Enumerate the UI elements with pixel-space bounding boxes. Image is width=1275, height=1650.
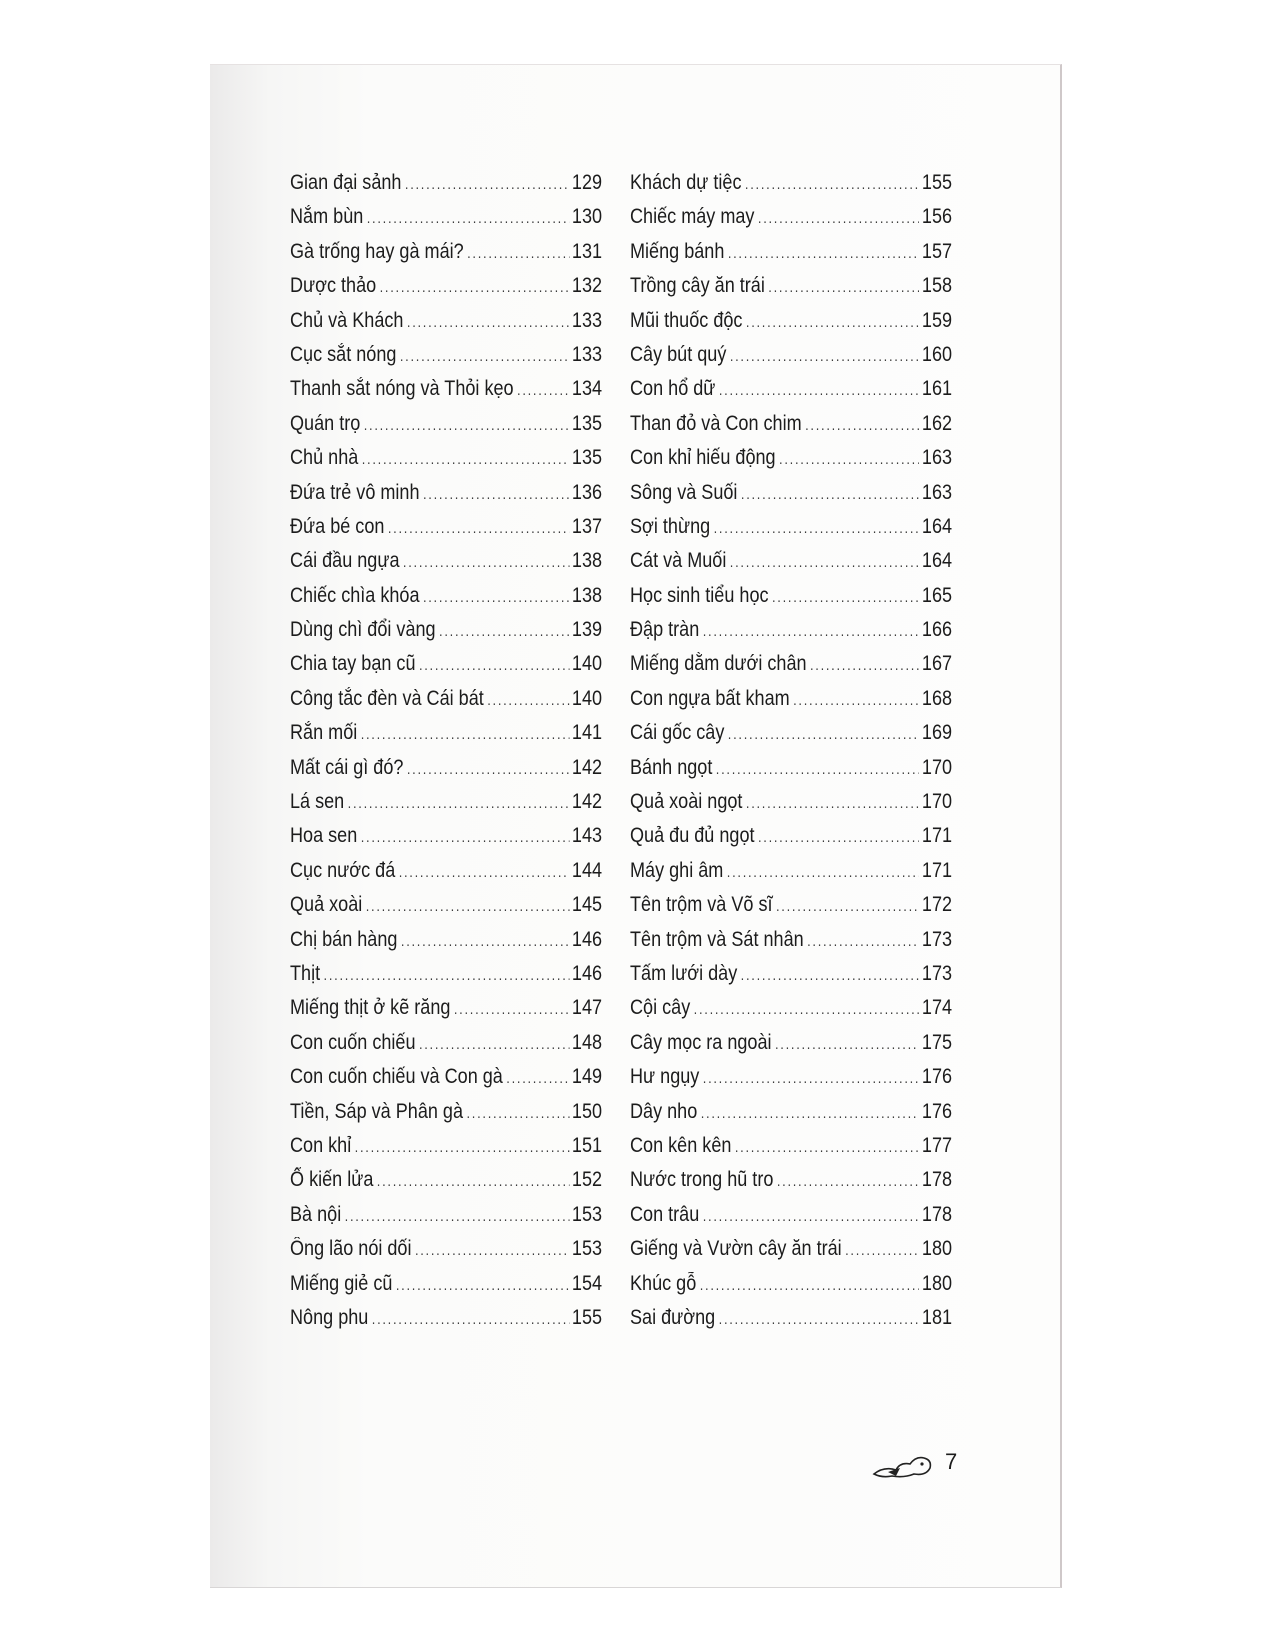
- toc-entry: [630, 1168, 952, 1202]
- toc-entry-title: Sông và Suối: [630, 480, 738, 504]
- toc-entry-page-number: 140: [571, 686, 603, 710]
- toc-entry: [630, 756, 952, 790]
- toc-entry-title: Ông lão nói dối: [290, 1237, 412, 1261]
- toc-entry-page-number: 148: [571, 1030, 603, 1054]
- toc-entry: [290, 721, 602, 755]
- toc-entry-page-number: 153: [571, 1237, 603, 1261]
- dot-leader: [727, 864, 920, 881]
- toc-entry-title: Cây bút quý: [630, 342, 727, 366]
- dot-leader: [768, 279, 919, 296]
- dot-leader: [758, 210, 919, 227]
- toc-column-right: [630, 171, 952, 1340]
- toc-entry-page-number: 180: [921, 1271, 953, 1295]
- dot-leader: [517, 382, 569, 399]
- toc-entry-page-number: 153: [571, 1202, 603, 1226]
- toc-entry: [630, 928, 952, 962]
- toc-entry: [290, 584, 602, 618]
- toc-entry-page-number: 172: [921, 893, 953, 917]
- toc-entry-page-number: 155: [921, 171, 953, 194]
- toc-entry-page-number: 156: [921, 205, 953, 229]
- toc-entry-page-number: 170: [921, 790, 953, 814]
- toc-entry-page-number: 146: [571, 927, 603, 951]
- toc-entry-title: Tiền, Sáp và Phân gà: [290, 1099, 464, 1123]
- toc-entry-title: Than đỏ và Con chim: [630, 411, 802, 435]
- dot-leader: [403, 554, 569, 571]
- toc-entry: [630, 1065, 952, 1099]
- toc-entry-page-number: 169: [921, 721, 953, 745]
- dot-leader: [401, 933, 569, 950]
- toc-entry: [630, 790, 952, 824]
- toc-entry-title: Chiếc chìa khóa: [290, 583, 420, 607]
- toc-entry-page-number: 130: [571, 205, 603, 229]
- toc-entry: [290, 1100, 602, 1134]
- toc-entry-page-number: 137: [571, 514, 603, 538]
- toc-entry-title: Con trâu: [630, 1202, 700, 1226]
- dot-leader: [348, 795, 570, 812]
- toc-entry: [630, 1100, 952, 1134]
- toc-entry: [630, 893, 952, 927]
- toc-entry-page-number: 134: [571, 377, 603, 401]
- dot-leader: [364, 417, 570, 434]
- toc-entry-title: Chiếc máy may: [630, 205, 755, 229]
- toc-entry-page-number: 176: [921, 1065, 953, 1089]
- toc-entry-title: Cội cây: [630, 996, 691, 1020]
- toc-entry: [630, 652, 952, 686]
- toc-entry-title: Nông phu: [290, 1305, 369, 1329]
- dot-leader: [719, 1311, 920, 1328]
- toc-entry: [630, 1237, 952, 1271]
- toc-entry: [630, 962, 952, 996]
- dot-leader: [380, 279, 570, 296]
- toc-entry-page-number: 154: [571, 1271, 603, 1295]
- toc-entry-page-number: 175: [921, 1030, 953, 1054]
- toc-entry-title: Cục sắt nóng: [290, 342, 397, 366]
- toc-entry: [290, 309, 602, 343]
- toc-entry-title: Dây nho: [630, 1099, 698, 1123]
- toc-entry-title: Con cuốn chiếu: [290, 1030, 416, 1054]
- toc-entry-page-number: 178: [921, 1202, 953, 1226]
- dot-leader: [423, 486, 569, 503]
- toc-entry: [290, 515, 602, 549]
- page-number: 7: [945, 1449, 958, 1474]
- toc-entry-page-number: 174: [921, 996, 953, 1020]
- toc-entry-page-number: 163: [921, 446, 953, 470]
- toc-entry: [290, 962, 602, 996]
- toc-entry-page-number: 171: [921, 858, 953, 882]
- dot-leader: [779, 451, 919, 468]
- toc-entry-title: Ổ kiến lửa: [290, 1168, 374, 1192]
- toc-entry-page-number: 152: [571, 1168, 603, 1192]
- toc-entry-title: Bà nội: [290, 1202, 342, 1226]
- toc-entry-title: Tên trộm và Sát nhân: [630, 927, 804, 951]
- toc-entry-title: Chủ và Khách: [290, 308, 404, 332]
- toc-entry-title: Cây mọc ra ngoài: [630, 1030, 772, 1054]
- toc-entry-page-number: 131: [571, 239, 603, 263]
- toc-entry-page-number: 142: [571, 755, 603, 779]
- toc-entry: [290, 859, 602, 893]
- dot-leader: [355, 1139, 570, 1156]
- toc-entry: [630, 274, 952, 308]
- toc-entry-page-number: 177: [921, 1133, 953, 1157]
- toc-entry-title: Mũi thuốc độc: [630, 308, 743, 332]
- toc-entry-title: Cái đầu ngựa: [290, 549, 400, 573]
- toc-entry-page-number: 173: [921, 927, 953, 951]
- toc-entry-page-number: 166: [921, 618, 953, 642]
- toc-entry: [290, 652, 602, 686]
- toc-entry-title: Sai đường: [630, 1305, 716, 1329]
- toc-column-left: [290, 171, 602, 1340]
- toc-entry-title: Quả đu đủ ngọt: [630, 824, 755, 848]
- toc-entry: [290, 549, 602, 583]
- toc-entry: [290, 1168, 602, 1202]
- dot-leader: [845, 1242, 919, 1259]
- toc-entry-title: Chủ nhà: [290, 446, 359, 470]
- toc-entry-page-number: 132: [571, 274, 603, 298]
- dot-leader: [372, 1311, 570, 1328]
- toc-entry-page-number: 145: [571, 893, 603, 917]
- toc-entry-page-number: 133: [571, 342, 603, 366]
- toc-entry: [630, 584, 952, 618]
- dot-leader: [388, 520, 569, 537]
- toc-entry-page-number: 157: [921, 239, 953, 263]
- toc-entry-title: Giếng và Vườn cây ăn trái: [630, 1237, 842, 1261]
- toc-entry: [290, 481, 602, 515]
- dot-leader: [454, 1001, 569, 1018]
- toc-entry-page-number: 160: [921, 342, 953, 366]
- dot-leader: [807, 933, 919, 950]
- toc-entry-page-number: 165: [921, 583, 953, 607]
- dot-leader: [777, 1173, 920, 1190]
- toc-entry: [630, 205, 952, 239]
- dot-leader: [793, 692, 919, 709]
- dot-leader: [399, 864, 570, 881]
- toc-entry-title: Gà trống hay gà mái?: [290, 239, 464, 263]
- toc-entry-page-number: 144: [571, 858, 603, 882]
- toc-entry-title: Lá sen: [290, 790, 345, 814]
- dot-leader: [735, 1139, 919, 1156]
- toc-entry: [290, 446, 602, 480]
- toc-entry: [290, 687, 602, 721]
- toc-entry: [630, 515, 952, 549]
- dot-leader: [367, 210, 570, 227]
- bird-ornament-icon: [870, 1450, 940, 1480]
- dot-leader: [714, 520, 920, 537]
- dot-leader: [407, 314, 569, 331]
- dot-leader: [345, 1208, 570, 1225]
- toc-entry: [630, 721, 952, 755]
- toc-entry-page-number: 161: [921, 377, 953, 401]
- toc-entry-title: Cục nước đá: [290, 858, 396, 882]
- toc-entry: [290, 343, 602, 377]
- toc-entry-page-number: 171: [921, 824, 953, 848]
- dot-leader: [361, 829, 570, 846]
- dot-leader: [730, 554, 920, 571]
- toc-entry-title: Hư ngụy: [630, 1065, 700, 1089]
- toc-entry: [290, 756, 602, 790]
- toc-entry-title: Mất cái gì đó?: [290, 755, 404, 779]
- toc-entry-title: Hoa sen: [290, 824, 358, 848]
- toc-entry-page-number: 138: [571, 583, 603, 607]
- toc-entry-title: Nắm bùn: [290, 205, 364, 229]
- toc-entry: [630, 824, 952, 858]
- toc-entry-title: Con khỉ hiếu động: [630, 446, 776, 470]
- dot-leader: [487, 692, 569, 709]
- toc-entry-page-number: 164: [921, 549, 953, 573]
- toc-entry-page-number: 178: [921, 1168, 953, 1192]
- toc-entry-title: Khúc gỗ: [630, 1271, 697, 1295]
- toc-entry: [630, 549, 952, 583]
- toc-entry-title: Nước trong hũ tro: [630, 1168, 774, 1192]
- toc-entry-page-number: 163: [921, 480, 953, 504]
- dot-leader: [466, 1105, 569, 1122]
- dot-leader: [758, 829, 919, 846]
- toc-entry-page-number: 141: [571, 721, 603, 745]
- toc-entry-title: Miếng thịt ở kẽ răng: [290, 996, 451, 1020]
- toc-entry: [630, 618, 952, 652]
- toc-entry-page-number: 139: [571, 618, 603, 642]
- toc-entry-title: Đứa bé con: [290, 514, 385, 538]
- toc-entry: [290, 1237, 602, 1271]
- toc-entry-title: Miếng giẻ cũ: [290, 1271, 393, 1295]
- dot-leader: [810, 657, 919, 674]
- toc-entry: [290, 205, 602, 239]
- toc-entry: [290, 412, 602, 446]
- toc-entry: [630, 446, 952, 480]
- dot-leader: [741, 967, 920, 984]
- toc-entry: [290, 1306, 602, 1340]
- toc-entry-title: Con khỉ: [290, 1133, 352, 1157]
- dot-leader: [805, 417, 919, 434]
- toc-entry: [290, 1203, 602, 1237]
- toc-entry-page-number: 158: [921, 274, 953, 298]
- toc-entry-title: Tấm lưới dày: [630, 961, 738, 985]
- toc-entry-page-number: 180: [921, 1237, 953, 1261]
- toc-entry-title: Dược thảo: [290, 274, 377, 298]
- toc-entry: [630, 1272, 952, 1306]
- toc-entry-title: Sợi thừng: [630, 514, 711, 538]
- dot-leader: [716, 761, 920, 778]
- toc-entry: [630, 377, 952, 411]
- dot-leader: [746, 314, 919, 331]
- toc-entry: [290, 1065, 602, 1099]
- toc-entry-title: Công tắc đèn và Cái bát: [290, 686, 484, 710]
- dot-leader: [775, 1036, 919, 1053]
- dot-leader: [423, 589, 569, 606]
- toc-entry-page-number: 167: [921, 652, 953, 676]
- dot-leader: [703, 1070, 920, 1087]
- dot-leader: [728, 245, 920, 262]
- toc-entry-title: Gian đại sảnh: [290, 171, 402, 194]
- toc-entry-page-number: 143: [571, 824, 603, 848]
- dot-leader: [439, 623, 569, 640]
- toc-entry-page-number: 150: [571, 1099, 603, 1123]
- toc-entry-title: Miếng bánh: [630, 239, 725, 263]
- toc-entry: [630, 859, 952, 893]
- toc-entry-page-number: 140: [571, 652, 603, 676]
- toc-entry: [630, 1031, 952, 1065]
- toc-entry: [630, 343, 952, 377]
- toc-entry-title: Thịt: [290, 961, 321, 985]
- toc-entry-title: Đứa trẻ vô minh: [290, 480, 420, 504]
- dot-leader: [362, 451, 570, 468]
- toc-entry-title: Bánh ngọt: [630, 755, 713, 779]
- toc-entry: [290, 240, 602, 274]
- toc-entry-page-number: 138: [571, 549, 603, 573]
- toc-entry-title: Khách dự tiệc: [630, 171, 742, 194]
- toc-entry: [630, 171, 952, 205]
- toc-entry-page-number: 181: [921, 1305, 953, 1329]
- toc-entry: [290, 1272, 602, 1306]
- dot-leader: [467, 245, 569, 262]
- toc-entry: [630, 687, 952, 721]
- toc-entry-title: Cát và Muối: [630, 549, 727, 573]
- dot-leader: [396, 1277, 569, 1294]
- dot-leader: [419, 657, 569, 674]
- dot-leader: [694, 1001, 920, 1018]
- dot-leader: [419, 1036, 569, 1053]
- toc-entry-page-number: 129: [571, 171, 603, 194]
- toc-entry: [290, 928, 602, 962]
- toc-entry-page-number: 176: [921, 1099, 953, 1123]
- toc-entry-page-number: 149: [571, 1065, 603, 1089]
- toc-entry-page-number: 155: [571, 1305, 603, 1329]
- toc-entry-page-number: 168: [921, 686, 953, 710]
- dot-leader: [506, 1070, 569, 1087]
- toc-entry: [630, 996, 952, 1030]
- dot-leader: [377, 1173, 570, 1190]
- toc-entry-title: Trồng cây ăn trái: [630, 274, 765, 298]
- toc-entry: [290, 996, 602, 1030]
- toc-entry-title: Tên trộm và Võ sĩ: [630, 893, 773, 917]
- dot-leader: [701, 1105, 920, 1122]
- dot-leader: [361, 726, 570, 743]
- toc-entry: [630, 1134, 952, 1168]
- toc-entry: [630, 412, 952, 446]
- toc-entry-title: Quả xoài ngọt: [630, 790, 743, 814]
- dot-leader: [719, 382, 920, 399]
- toc-entry-title: Chị bán hàng: [290, 927, 398, 951]
- toc-entry: [290, 171, 602, 205]
- toc-entry-title: Đập tràn: [630, 618, 700, 642]
- toc-entry-title: Quả xoài: [290, 893, 363, 917]
- dot-leader: [741, 486, 919, 503]
- dot-leader: [400, 348, 569, 365]
- dot-leader: [703, 623, 920, 640]
- dot-leader: [700, 1277, 920, 1294]
- toc-entry-page-number: 135: [571, 446, 603, 470]
- dot-leader: [366, 898, 570, 915]
- toc-entry: [290, 274, 602, 308]
- toc-entry-title: Thanh sắt nóng và Thỏi kẹo: [290, 377, 514, 401]
- dot-leader: [772, 589, 919, 606]
- dot-leader: [703, 1208, 920, 1225]
- toc-entry-title: Quán trọ: [290, 411, 361, 435]
- dot-leader: [746, 795, 919, 812]
- toc-entry-title: Máy ghi âm: [630, 858, 724, 882]
- toc-entry: [630, 481, 952, 515]
- toc-entry-page-number: 136: [571, 480, 603, 504]
- toc-entry-page-number: 142: [571, 790, 603, 814]
- toc-entry-page-number: 146: [571, 961, 603, 985]
- toc-entry-page-number: 151: [571, 1133, 603, 1157]
- dot-leader: [405, 176, 569, 193]
- dot-leader: [324, 967, 570, 984]
- toc-entry: [290, 618, 602, 652]
- toc-entry-title: Chia tay bạn cũ: [290, 652, 416, 676]
- dot-leader: [776, 898, 919, 915]
- toc-entry-title: Con kên kên: [630, 1133, 732, 1157]
- toc-entry-page-number: 173: [921, 961, 953, 985]
- toc-entry-page-number: 164: [921, 514, 953, 538]
- toc-entry-title: Con cuốn chiếu và Con gà: [290, 1065, 503, 1089]
- toc-entry-title: Cái gốc cây: [630, 721, 725, 745]
- toc-entry: [290, 790, 602, 824]
- toc-entry: [290, 824, 602, 858]
- toc-entry-page-number: 135: [571, 411, 603, 435]
- toc-entry-title: Con hổ dữ: [630, 377, 716, 401]
- toc-entry: [290, 1134, 602, 1168]
- toc-entry: [290, 1031, 602, 1065]
- toc-entry-title: Dùng chì đổi vàng: [290, 618, 436, 642]
- toc-entry: [630, 1306, 952, 1340]
- toc-entry: [630, 1203, 952, 1237]
- toc-entry: [290, 893, 602, 927]
- toc-entry-page-number: 170: [921, 755, 953, 779]
- toc-entry-page-number: 162: [921, 411, 953, 435]
- book-page: [210, 64, 1062, 1588]
- dot-leader: [728, 726, 920, 743]
- toc-entry: [630, 309, 952, 343]
- toc-entry: [630, 240, 952, 274]
- toc-entry-title: Học sinh tiểu học: [630, 583, 769, 607]
- toc-entry-title: Miếng dằm dưới chân: [630, 652, 807, 676]
- toc-entry-title: Rắn mối: [290, 721, 358, 745]
- toc-entry-title: Con ngựa bất kham: [630, 686, 790, 710]
- toc-entry: [290, 377, 602, 411]
- toc-entry-page-number: 147: [571, 996, 603, 1020]
- toc-entry-page-number: 133: [571, 308, 603, 332]
- toc-entry-page-number: 159: [921, 308, 953, 332]
- dot-leader: [415, 1242, 569, 1259]
- dot-leader: [407, 761, 569, 778]
- dot-leader: [730, 348, 920, 365]
- dot-leader: [745, 176, 919, 193]
